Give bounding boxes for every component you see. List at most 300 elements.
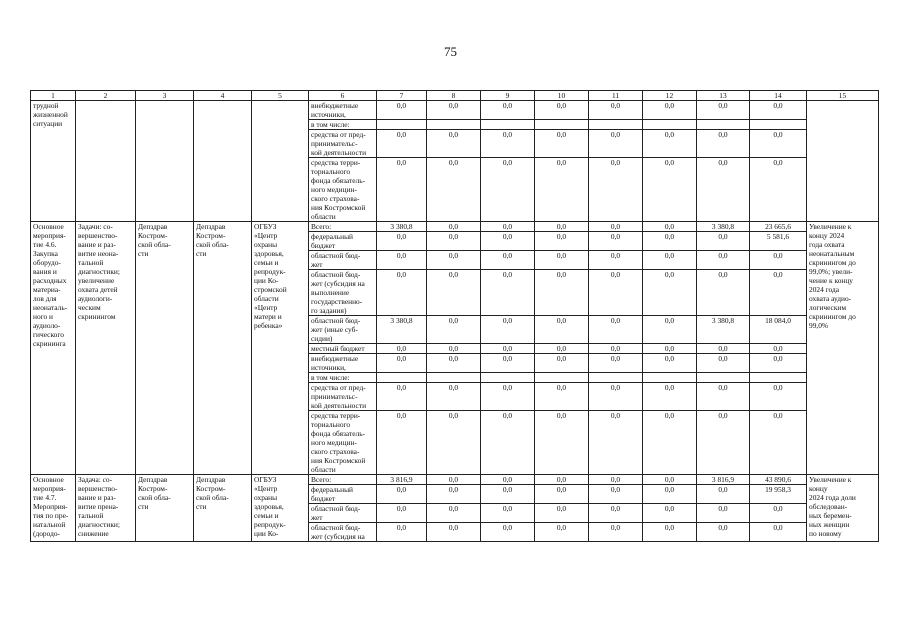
value-cell xyxy=(427,485,481,504)
value-cell-text: 0,0 xyxy=(773,158,783,167)
value-cell xyxy=(643,344,697,354)
value-cell-text: 0,0 xyxy=(448,354,459,363)
participant-cell-text: ОГБУЗ «Центр охраны здоровья, семьи и репродук- ции Ко- стромской области «Центр матери и ребенка» xyxy=(254,222,287,330)
funding-source-cell xyxy=(309,485,377,504)
value-cell xyxy=(377,344,427,354)
value-cell-text: 0,0 xyxy=(773,270,783,279)
value-cell-text: 0,0 xyxy=(610,158,621,167)
value-cell xyxy=(589,158,643,222)
value-cell xyxy=(535,158,589,222)
executor-cell-text: Депздрав Костром- ской обла- сти xyxy=(196,222,229,258)
value-cell xyxy=(643,158,697,222)
value-cell-text: 0,0 xyxy=(664,383,675,392)
task-cell xyxy=(76,101,136,222)
funding-source-cell-text: областной бюд- жет (субсидия на выполнение государственно- го задания) xyxy=(311,270,365,315)
value-cell xyxy=(643,316,697,344)
value-cell xyxy=(427,344,481,354)
value-cell xyxy=(589,411,643,475)
column-header: 1 xyxy=(31,91,76,101)
value-cell xyxy=(643,411,697,475)
executor-cell xyxy=(194,475,252,542)
funding-source-cell-text: областной бюд- жет xyxy=(311,504,361,522)
value-cell-text: 0,0 xyxy=(556,130,567,139)
funding-source-cell xyxy=(309,232,377,251)
value-cell-text: 23 665,6 xyxy=(765,222,791,231)
value-cell xyxy=(427,316,481,344)
funding-source-cell-text: средства от пред- принимательс- кой деятельности xyxy=(311,130,367,157)
column-header: 13 xyxy=(697,91,750,101)
value-cell-text: 0,0 xyxy=(773,101,783,110)
value-cell xyxy=(589,344,643,354)
value-cell-text: 0,0 xyxy=(396,411,407,420)
task-cell xyxy=(76,475,136,542)
value-cell xyxy=(643,120,697,130)
value-cell xyxy=(750,383,807,411)
value-cell-text: 0,0 xyxy=(556,270,567,279)
value-cell xyxy=(481,130,535,158)
value-cell-text: 0,0 xyxy=(396,354,407,363)
value-cell xyxy=(589,523,643,542)
funding-source-cell-text: областной бюд- жет xyxy=(311,251,361,269)
expected-result-cell-text: Увеличение к концу 2024 года доли обследован- ных беремен- ных женщин по новому xyxy=(809,475,856,538)
participant-cell xyxy=(252,222,309,475)
value-cell-text: 0,0 xyxy=(396,251,407,260)
value-cell-text: 0,0 xyxy=(718,130,728,139)
budget-table xyxy=(30,90,879,542)
value-cell xyxy=(697,475,750,485)
value-cell xyxy=(643,373,697,383)
value-cell xyxy=(697,222,750,232)
executor-cell xyxy=(194,101,252,222)
value-cell-text: 0,0 xyxy=(448,344,459,353)
value-cell xyxy=(377,251,427,270)
coordinator-cell-text: Депздрав Костром- ской обла- сти xyxy=(138,475,171,511)
value-cell xyxy=(589,251,643,270)
value-cell xyxy=(750,504,807,523)
value-cell xyxy=(377,475,427,485)
value-cell xyxy=(427,158,481,222)
value-cell-text: 0,0 xyxy=(773,383,783,392)
value-cell xyxy=(535,270,589,316)
value-cell xyxy=(750,251,807,270)
value-cell-text: 0,0 xyxy=(448,251,459,260)
value-cell-text: 0,0 xyxy=(556,383,567,392)
funding-source-cell xyxy=(309,383,377,411)
value-cell xyxy=(481,222,535,232)
value-cell xyxy=(427,383,481,411)
column-header: 12 xyxy=(643,91,697,101)
activity-name-cell xyxy=(31,475,76,542)
value-cell-text: 0,0 xyxy=(448,232,459,241)
value-cell-text: 0,0 xyxy=(502,523,513,532)
value-cell-text: 0,0 xyxy=(664,504,675,513)
column-header: 9 xyxy=(481,91,535,101)
funding-source-cell-text: Всего: xyxy=(311,222,332,231)
value-cell xyxy=(427,222,481,232)
value-cell-text: 0,0 xyxy=(718,344,728,353)
value-cell-text: 0,0 xyxy=(556,504,567,513)
value-cell-text: 0,0 xyxy=(502,158,513,167)
value-cell xyxy=(481,101,535,120)
value-cell xyxy=(697,383,750,411)
value-cell xyxy=(481,251,535,270)
value-cell-text: 0,0 xyxy=(396,523,407,532)
coordinator-cell xyxy=(136,101,194,222)
value-cell xyxy=(535,120,589,130)
value-cell-text: 0,0 xyxy=(448,316,459,325)
participant-cell xyxy=(252,475,309,542)
funding-source-cell xyxy=(309,316,377,344)
value-cell-text: 0,0 xyxy=(556,251,567,260)
value-cell xyxy=(750,222,807,232)
value-cell xyxy=(697,411,750,475)
funding-source-cell xyxy=(309,344,377,354)
value-cell-text: 3 816,9 xyxy=(390,475,413,484)
value-cell xyxy=(377,120,427,130)
value-cell-text: 0,0 xyxy=(610,232,621,241)
value-cell-text: 0,0 xyxy=(610,251,621,260)
funding-source-cell xyxy=(309,222,377,232)
value-cell-text: 0,0 xyxy=(396,344,407,353)
value-cell xyxy=(750,101,807,120)
value-cell-text: 0,0 xyxy=(610,222,621,231)
column-header: 2 xyxy=(76,91,136,101)
value-cell-text: 0,0 xyxy=(718,485,728,494)
value-cell xyxy=(535,485,589,504)
value-cell-text: 0,0 xyxy=(718,354,728,363)
value-cell xyxy=(535,130,589,158)
table-row xyxy=(31,222,879,232)
value-cell xyxy=(697,316,750,344)
value-cell-text: 0,0 xyxy=(718,232,728,241)
value-cell xyxy=(697,101,750,120)
value-cell-text: 0,0 xyxy=(556,475,567,484)
coordinator-cell xyxy=(136,222,194,475)
value-cell xyxy=(750,411,807,475)
value-cell xyxy=(427,411,481,475)
value-cell xyxy=(481,158,535,222)
value-cell-text: 0,0 xyxy=(448,101,459,110)
value-cell-text: 0,0 xyxy=(556,222,567,231)
value-cell xyxy=(377,316,427,344)
funding-source-cell-text: местный бюджет xyxy=(311,344,365,353)
value-cell xyxy=(750,270,807,316)
value-cell-text: 0,0 xyxy=(502,232,513,241)
value-cell-text: 0,0 xyxy=(610,383,621,392)
value-cell-text: 0,0 xyxy=(396,383,407,392)
value-cell xyxy=(481,411,535,475)
value-cell-text: 5 581,6 xyxy=(766,232,790,241)
value-cell xyxy=(535,316,589,344)
value-cell-text: 0,0 xyxy=(396,130,407,139)
value-cell-text: 0,0 xyxy=(664,316,675,325)
value-cell-text: 0,0 xyxy=(610,316,621,325)
value-cell-text: 0,0 xyxy=(718,270,728,279)
value-cell-text: 0,0 xyxy=(664,222,675,231)
value-cell-text: 0,0 xyxy=(664,158,675,167)
value-cell xyxy=(589,485,643,504)
value-cell-text: 0,0 xyxy=(556,523,567,532)
value-cell-text: 0,0 xyxy=(610,475,621,484)
value-cell-text: 0,0 xyxy=(396,270,407,279)
funding-source-cell-text: федеральный бюджет xyxy=(311,485,353,503)
value-cell-text: 0,0 xyxy=(664,101,675,110)
value-cell xyxy=(697,373,750,383)
value-cell xyxy=(589,101,643,120)
value-cell xyxy=(535,101,589,120)
value-cell xyxy=(750,344,807,354)
value-cell-text: 0,0 xyxy=(556,316,567,325)
value-cell-text: 0,0 xyxy=(448,222,459,231)
value-cell xyxy=(643,130,697,158)
activity-name-cell-text: трудной жизненной ситуации xyxy=(33,101,68,128)
value-cell-text: 0,0 xyxy=(396,485,407,494)
value-cell xyxy=(697,158,750,222)
funding-source-cell-text: в том числе: xyxy=(311,373,350,382)
funding-source-cell xyxy=(309,158,377,222)
funding-source-cell xyxy=(309,120,377,130)
column-header: 8 xyxy=(427,91,481,101)
value-cell-text: 3 380,8 xyxy=(711,316,735,325)
value-cell xyxy=(427,270,481,316)
expected-result-cell-text: Увеличение к концу 2024 года охвата неонатальным скринингом до 99,0%; увели- чение к концу 2024 года охвата аудио- логическим скринингом до 99,0% xyxy=(809,222,856,330)
value-cell xyxy=(535,354,589,373)
value-cell xyxy=(427,475,481,485)
funding-source-cell xyxy=(309,270,377,316)
funding-source-cell xyxy=(309,523,377,542)
value-cell xyxy=(643,485,697,504)
funding-source-cell-text: средства терри- ториального фонда обязатель- ного медицин- ского страхова- ния Костромской области xyxy=(311,158,366,221)
value-cell-text: 0,0 xyxy=(556,485,567,494)
value-cell xyxy=(589,354,643,373)
value-cell xyxy=(697,130,750,158)
value-cell-text: 0,0 xyxy=(718,251,728,260)
value-cell xyxy=(589,383,643,411)
value-cell-text: 0,0 xyxy=(718,523,728,532)
value-cell xyxy=(750,523,807,542)
value-cell xyxy=(750,354,807,373)
value-cell xyxy=(535,232,589,251)
value-cell xyxy=(481,504,535,523)
value-cell-text: 0,0 xyxy=(610,344,621,353)
coordinator-cell-text: Депздрав Костром- ской обла- сти xyxy=(138,222,171,258)
value-cell-text: 3 380,8 xyxy=(711,222,735,231)
value-cell-text: 0,0 xyxy=(396,504,407,513)
value-cell xyxy=(750,485,807,504)
column-header: 10 xyxy=(535,91,589,101)
funding-source-cell xyxy=(309,504,377,523)
value-cell-text: 0,0 xyxy=(610,270,621,279)
value-cell-text: 0,0 xyxy=(556,411,567,420)
value-cell-text: 0,0 xyxy=(502,251,513,260)
value-cell-text: 3 816,9 xyxy=(711,475,735,484)
participant-cell xyxy=(252,101,309,222)
column-header: 15 xyxy=(807,91,879,101)
value-cell xyxy=(427,373,481,383)
value-cell-text: 0,0 xyxy=(718,383,728,392)
value-cell xyxy=(643,251,697,270)
value-cell xyxy=(697,120,750,130)
value-cell-text: 0,0 xyxy=(610,354,621,363)
value-cell xyxy=(643,383,697,411)
value-cell xyxy=(697,485,750,504)
participant-cell-text: ОГБУЗ «Центр охраны здоровья, семьи и репродук- ции Ко- xyxy=(254,475,286,538)
header-row xyxy=(31,91,879,101)
task-cell xyxy=(76,222,136,475)
executor-cell-text: Депздрав Костром- ской обла- сти xyxy=(196,475,229,511)
value-cell-text: 0,0 xyxy=(556,354,567,363)
value-cell xyxy=(427,523,481,542)
value-cell xyxy=(750,316,807,344)
value-cell-text: 0,0 xyxy=(502,316,513,325)
value-cell-text: 0,0 xyxy=(664,270,675,279)
value-cell xyxy=(697,504,750,523)
value-cell xyxy=(377,485,427,504)
value-cell-text: 0,0 xyxy=(664,411,675,420)
value-cell xyxy=(535,411,589,475)
funding-source-cell-text: Всего: xyxy=(311,475,332,484)
value-cell-text: 0,0 xyxy=(448,485,459,494)
value-cell-text: 43 890,6 xyxy=(765,475,791,484)
column-header: 6 xyxy=(309,91,377,101)
expected-result-cell xyxy=(807,222,879,475)
column-header: 4 xyxy=(194,91,252,101)
value-cell xyxy=(589,373,643,383)
value-cell-text: 0,0 xyxy=(610,411,621,420)
value-cell xyxy=(377,373,427,383)
value-cell xyxy=(427,101,481,120)
value-cell-text: 19 958,3 xyxy=(765,485,791,494)
value-cell-text: 0,0 xyxy=(718,411,728,420)
funding-source-cell xyxy=(309,354,377,373)
value-cell xyxy=(377,411,427,475)
value-cell xyxy=(535,383,589,411)
value-cell xyxy=(643,222,697,232)
value-cell-text: 0,0 xyxy=(610,130,621,139)
value-cell-text: 0,0 xyxy=(448,523,459,532)
value-cell xyxy=(589,222,643,232)
funding-source-cell xyxy=(309,475,377,485)
value-cell-text: 0,0 xyxy=(502,354,513,363)
activity-name-cell xyxy=(31,222,76,475)
value-cell-text: 0,0 xyxy=(502,485,513,494)
funding-source-cell-text: внебюджетные источники, xyxy=(311,354,359,372)
value-cell xyxy=(697,232,750,251)
value-cell-text: 0,0 xyxy=(396,101,407,110)
value-cell xyxy=(535,523,589,542)
value-cell-text: 0,0 xyxy=(396,232,407,241)
value-cell xyxy=(535,344,589,354)
value-cell xyxy=(481,120,535,130)
funding-source-cell xyxy=(309,130,377,158)
value-cell xyxy=(427,504,481,523)
value-cell-text: 0,0 xyxy=(502,504,513,513)
funding-source-cell-text: средства от пред- принимательс- кой деятельности xyxy=(311,383,367,410)
funding-source-cell-text: областной бюд- жет (иные суб- сидии) xyxy=(311,316,361,343)
value-cell-text: 0,0 xyxy=(610,485,621,494)
value-cell-text: 0,0 xyxy=(502,222,513,231)
value-cell xyxy=(535,504,589,523)
expected-result-cell xyxy=(807,475,879,542)
value-cell xyxy=(427,120,481,130)
value-cell-text: 0,0 xyxy=(773,251,783,260)
value-cell xyxy=(697,344,750,354)
task-cell-text: Задача: со- вершенство- вание и раз- витие прена- тальной диагностики; снижение xyxy=(78,475,120,538)
value-cell xyxy=(589,232,643,251)
value-cell-text: 0,0 xyxy=(664,354,675,363)
value-cell-text: 0,0 xyxy=(502,411,513,420)
value-cell-text: 0,0 xyxy=(664,485,675,494)
value-cell xyxy=(427,354,481,373)
value-cell xyxy=(377,523,427,542)
value-cell xyxy=(427,251,481,270)
value-cell-text: 0,0 xyxy=(502,344,513,353)
value-cell-text: 0,0 xyxy=(773,130,783,139)
value-cell xyxy=(481,354,535,373)
column-header: 5 xyxy=(252,91,309,101)
value-cell-text: 0,0 xyxy=(773,344,783,353)
value-cell xyxy=(481,316,535,344)
value-cell-text: 0,0 xyxy=(664,475,675,484)
value-cell-text: 0,0 xyxy=(502,270,513,279)
value-cell xyxy=(697,523,750,542)
value-cell xyxy=(750,158,807,222)
value-cell-text: 0,0 xyxy=(773,411,783,420)
funding-source-cell xyxy=(309,101,377,120)
value-cell xyxy=(481,485,535,504)
value-cell xyxy=(427,130,481,158)
value-cell xyxy=(643,232,697,251)
value-cell xyxy=(535,475,589,485)
column-header: 11 xyxy=(589,91,643,101)
funding-source-cell-text: федеральный бюджет xyxy=(311,232,353,250)
value-cell-text: 0,0 xyxy=(610,504,621,513)
value-cell xyxy=(481,523,535,542)
value-cell-text: 0,0 xyxy=(396,158,407,167)
funding-source-cell-text: средства терри- ториального фонда обязатель- ного медицин- ского страхова- ния Костромской области xyxy=(311,411,366,474)
value-cell-text: 0,0 xyxy=(664,523,675,532)
value-cell-text: 0,0 xyxy=(773,504,783,513)
value-cell-text: 0,0 xyxy=(610,101,621,110)
value-cell xyxy=(589,475,643,485)
value-cell xyxy=(535,251,589,270)
funding-source-cell xyxy=(309,411,377,475)
value-cell-text: 0,0 xyxy=(448,475,459,484)
value-cell-text: 0,0 xyxy=(448,411,459,420)
value-cell xyxy=(589,316,643,344)
value-cell-text: 0,0 xyxy=(556,232,567,241)
value-cell-text: 0,0 xyxy=(773,354,783,363)
value-cell-text: 3 380,8 xyxy=(390,316,413,325)
value-cell xyxy=(589,120,643,130)
funding-source-cell-text: областной бюд- жет (субсидия на xyxy=(311,523,365,541)
value-cell xyxy=(750,120,807,130)
task-cell-text: Задачи: со- вершенство- вание и раз- витие неона- тальной диагностики; увеличение охвата детей аудиологи- ческим скринингом xyxy=(78,222,120,321)
value-cell xyxy=(377,158,427,222)
page-number: 75 xyxy=(444,44,457,59)
value-cell xyxy=(750,373,807,383)
value-cell xyxy=(535,373,589,383)
value-cell xyxy=(377,101,427,120)
value-cell-text: 0,0 xyxy=(664,251,675,260)
value-cell xyxy=(697,354,750,373)
value-cell xyxy=(481,270,535,316)
executor-cell xyxy=(194,222,252,475)
value-cell xyxy=(481,383,535,411)
column-header: 7 xyxy=(377,91,427,101)
table-row xyxy=(31,475,879,485)
value-cell-text: 0,0 xyxy=(448,130,459,139)
